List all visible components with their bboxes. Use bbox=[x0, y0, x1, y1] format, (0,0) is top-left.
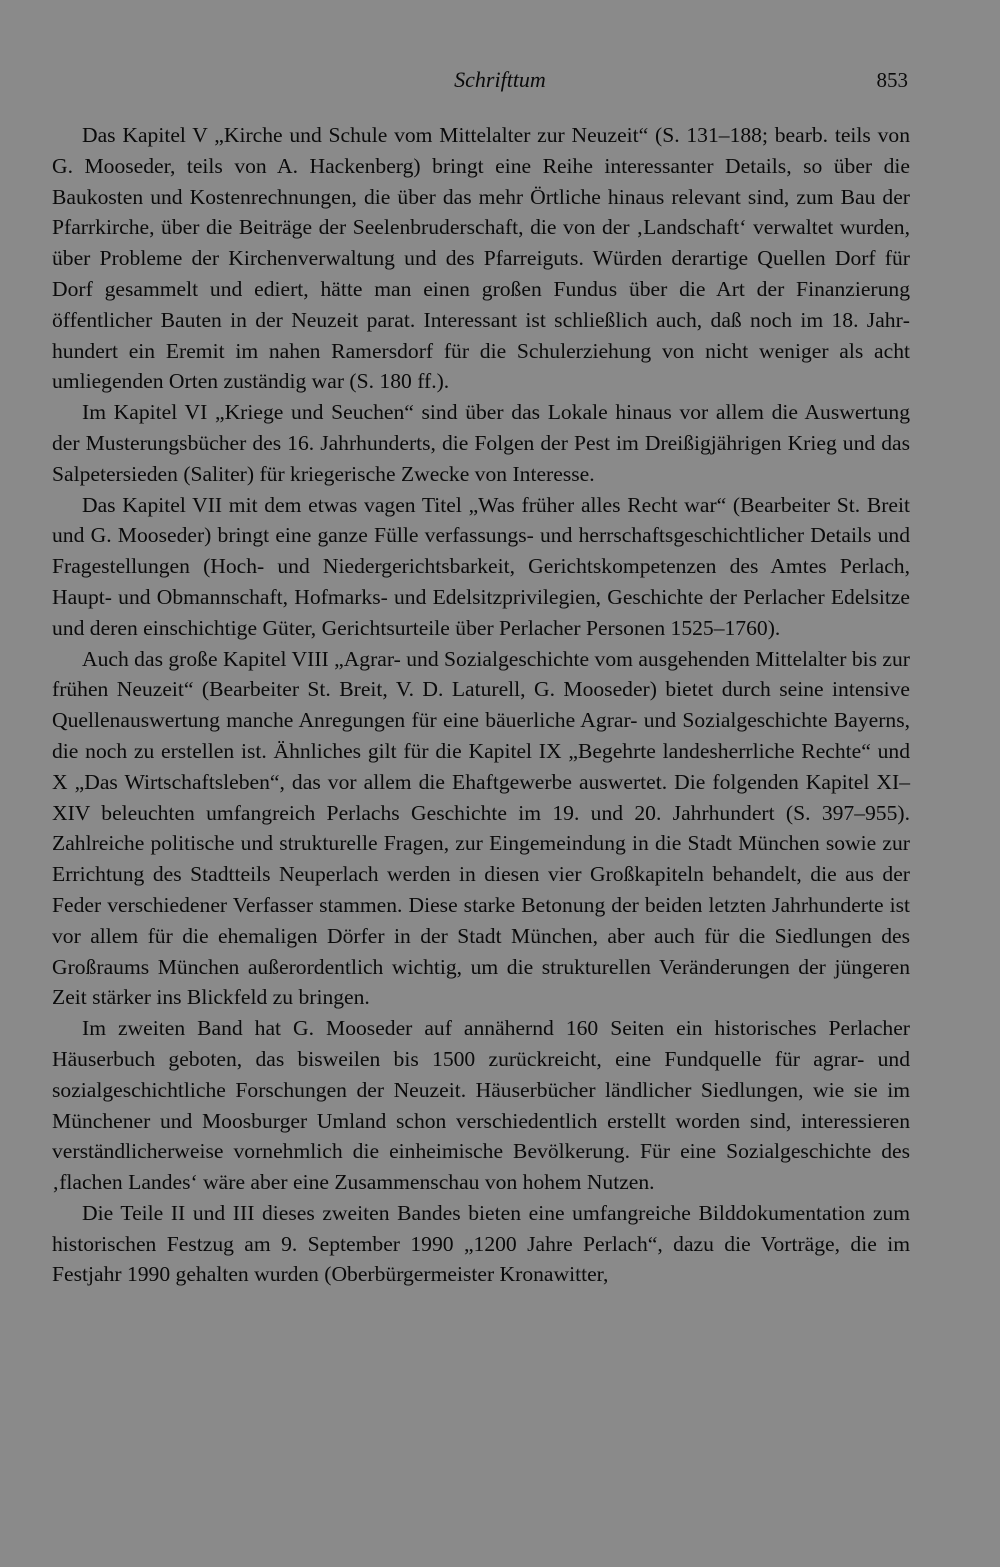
running-head bbox=[0, 64, 1000, 96]
paragraph-teile-ii-iii: Die Teile II und III dieses zweiten Bandes bieten eine umfangreiche Bilddokumentation zum historischen Festzug am 9. September 1990 „1200 Jahre Perlach“, dazu die Vorträge, die im Festjahr 1990 gehalten wurden (Oberbürgermeister Kronawitter, bbox=[52, 1200, 910, 1287]
paragraph-kapitel-v: Das Kapitel V „Kirche und Schule vom Mittelalter zur Neuzeit“ (S. 131–188; bearb. teils von G. Mooseder, teils von A. Hackenberg) bringt eine Reihe interessanter Details, so über die Baukosten und Kostenrechnungen, die über das mehr Örtliche hinaus relevant sind, zum Bau der Pfarrkirche, über die Beiträge der Seelenbruderschaft, die von der ‚Landschaft‘ verwaltet wurden, über Probleme der Kirchenverwaltung und des Pfarreiguts. Würden derartige Quellen Dorf für Dorf gesammelt und ediert, hätte man einen großen Fundus über die Art der Finanzierung öffentlicher Bauten in der Neuzeit parat. Interessant ist schließlich auch, daß noch im 18. Jahrhundert ein Eremit im nahen Ramersdorf für die Schulerziehung von nicht weniger als acht umliegenden Orten zuständig war (S. 180 ff.). bbox=[52, 123, 910, 394]
paragraph-kapitel-vii: Das Kapitel VII mit dem etwas vagen Titel „Was früher alles Recht war“ (Bearbeiter St. Breit und G. Mooseder) bringt eine ganze Fülle verfassungs- und herrschaftsgeschichtlicher Details und Fragestellungen (Hoch- und Niedergerichtsbarkeit, Gerichtskompetenzen des Amtes Perlach, Haupt- und Obmannschaft, Hofmarks- und Edelsitzprivilegien, Geschichte der Perlacher Edelsitze und deren einschichtige Güter, Gerichtsurteile über Perlacher Personen 1525–1760). bbox=[52, 492, 910, 640]
paragraph-zweiter-band: Im zweiten Band hat G. Mooseder auf annähernd 160 Seiten ein historisches Perlacher Häuserbuch geboten, das bisweilen bis 1500 zurückreicht, eine Fundquelle für agrar- und sozialgeschichtliche Forschungen der Neuzeit. Häuserbücher ländlicher Siedlungen, wie sie im Münchener und Moosburger Umland schon verschiedentlich erstellt worden sind, interessieren verständlicherweise vornehmlich die einheimische Bevölkerung. Für eine Sozialgeschichte des ‚flachen Landes‘ wäre aber eine Zusammenschau von hohem Nutzen. bbox=[52, 1016, 910, 1195]
page-number: 853 bbox=[876, 68, 908, 92]
running-head-title: Schrifttum bbox=[454, 67, 546, 92]
paragraph-kapitel-vi: Im Kapitel VI „Kriege und Seuchen“ sind über das Lokale hinaus vor allem die Auswertung der Musterungsbücher des 16. Jahrhunderts, die Folgen der Pest im Dreißigjährigen Krieg und das Salpetersieden (Saliter) für kriegerische Zwecke von Interesse. bbox=[52, 400, 910, 486]
paragraph-kapitel-viii: Auch das große Kapitel VIII „Agrar- und Sozialgeschichte vom ausgehenden Mittelalter bis zur frühen Neuzeit“ (Bearbeiter St. Breit, V. D. Laturell, G. Mooseder) bietet durch seine intensive Quellenauswertung manche Anregungen für eine bäuerliche Agrar- und Sozialgeschichte Bayerns, die noch zu erstellen ist. Ähnliches gilt für die Kapitel IX „Begehrte landesherrliche Rechte“ und X „Das Wirtschaftsleben“, das vor allem die Ehaftgewerbe auswertet. Die folgenden Kapitel XI–XIV beleuchten umfangreich Perlachs Geschichte im 19. und 20. Jahrhundert (S. 397–955). Zahlreiche politische und strukturelle Fragen, zur Eingemeindung in die Stadt München sowie zur Errichtung des Stadtteils Neuperlach werden in diesen vier Großkapiteln behandelt, die aus der Feder verschiedener Verfasser stammen. Diese starke Betonung der beiden letzten Jahrhunderte ist vor allem für die ehemaligen Dörfer in der Stadt München, aber auch für die Siedlungen des Großraums München außerordentlich wichtig, um die strukturellen Veränderungen der jüngeren Zeit stärker ins Blickfeld zu bringen. bbox=[52, 646, 910, 1010]
body-text bbox=[52, 120, 910, 1290]
